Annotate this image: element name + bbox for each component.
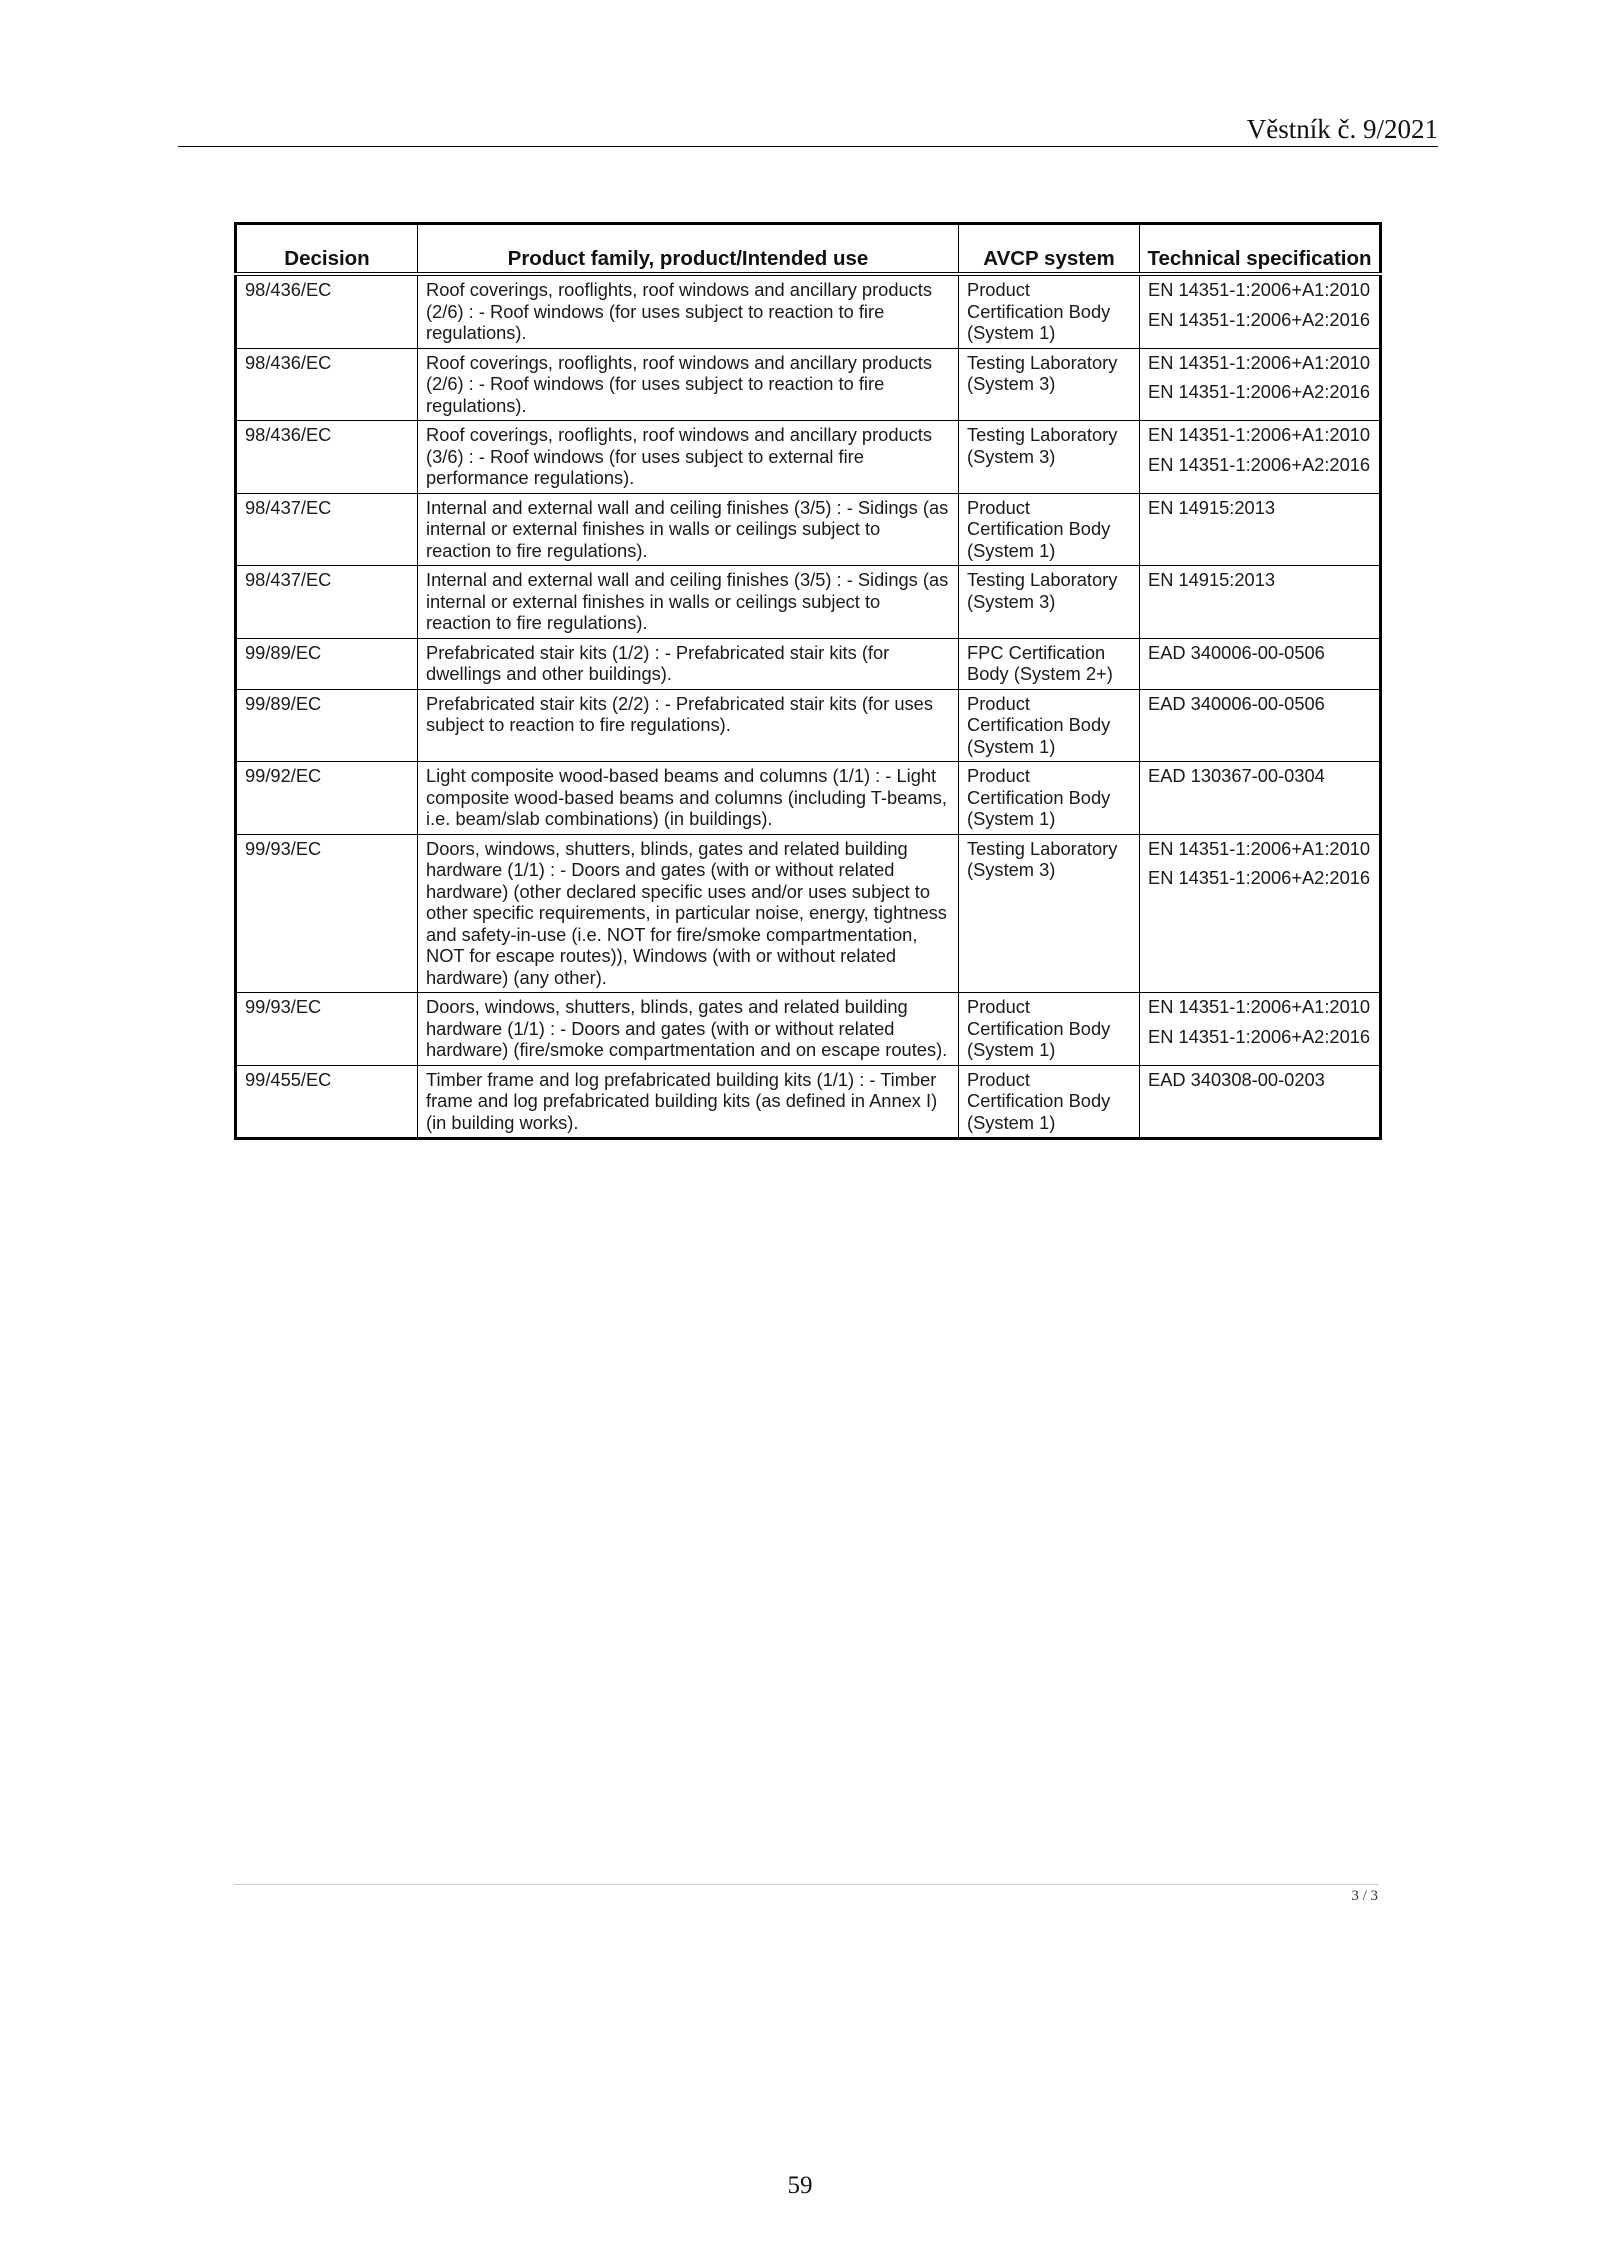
spec-cell (1140, 566, 1381, 639)
spec-entry: EAD 130367-00-0304 (1148, 765, 1325, 786)
journal-title: Věstník č. 9/2021 (1246, 114, 1438, 144)
spec-entry: EN 14351-1:2006+A2:2016 (1148, 1025, 1371, 1047)
table-row (236, 348, 1381, 421)
spec-cell (1140, 993, 1381, 1066)
decision-cell: 98/436/EC (236, 348, 418, 421)
spec-entry: EN 14351-1:2006+A2:2016 (1148, 381, 1371, 402)
spec-entry: EN 14915:2013 (1148, 569, 1276, 590)
decision-cell: 99/455/EC (236, 1065, 418, 1139)
spec-entry: EN 14351-1:2006+A1:2010 (1148, 424, 1371, 445)
avcp-cell: Testing Laboratory (System 3) (959, 834, 1140, 993)
table-row (236, 421, 1381, 494)
avcp-cell: Product Certification Body (System 1) (959, 1065, 1140, 1139)
table-row (236, 762, 1381, 835)
page-header (178, 108, 1438, 147)
decision-cell: 98/437/EC (236, 566, 418, 639)
spec-cell (1140, 762, 1381, 835)
decisions-table (234, 222, 1382, 1140)
table-row (236, 834, 1381, 993)
table-row (236, 689, 1381, 762)
column-header-decision: Decision (236, 224, 418, 275)
spec-cell (1140, 1065, 1381, 1139)
product-cell: Light composite wood-based beams and columns (1/1) : - Light composite wood-based beams and columns (including T-beams, i.e. beam/slab combinations) (in buildings). (418, 762, 959, 835)
decision-cell: 98/436/EC (236, 421, 418, 494)
table-header-row (236, 224, 1381, 275)
column-header-avcp: AVCP system (959, 224, 1140, 275)
spec-entry: EN 14351-1:2006+A2:2016 (1148, 867, 1371, 888)
product-cell: Timber frame and log prefabricated building kits (1/1) : - Timber frame and log prefabricated building kits (as defined in Annex I) (in building works). (418, 1065, 959, 1139)
spec-entry: EAD 340006-00-0506 (1148, 692, 1325, 714)
spec-cell (1140, 348, 1381, 421)
column-header-spec: Technical specification (1140, 224, 1381, 275)
table-row (236, 638, 1381, 689)
avcp-cell: Product Certification Body (System 1) (959, 689, 1140, 762)
footer-pager: 3 / 3 (1351, 1888, 1378, 1904)
spec-cell (1140, 689, 1381, 762)
spec-cell (1140, 274, 1381, 348)
decision-cell: 98/437/EC (236, 493, 418, 566)
spec-cell (1140, 421, 1381, 494)
product-cell: Prefabricated stair kits (1/2) : - Prefabricated stair kits (for dwellings and other buildings). (418, 638, 959, 689)
column-header-product: Product family, product/Intended use (418, 224, 959, 275)
avcp-cell: Testing Laboratory (System 3) (959, 421, 1140, 494)
spec-entry: EN 14351-1:2006+A1:2010 (1148, 996, 1371, 1017)
avcp-cell: Testing Laboratory (System 3) (959, 566, 1140, 639)
avcp-cell: Testing Laboratory (System 3) (959, 348, 1140, 421)
table-row (236, 493, 1381, 566)
avcp-cell: FPC Certification Body (System 2+) (959, 638, 1140, 689)
table-row (236, 566, 1381, 639)
product-cell: Roof coverings, rooflights, roof windows and ancillary products (2/6) : - Roof windows (for uses subject to reaction to fire regulations). (418, 274, 959, 348)
product-cell: Doors, windows, shutters, blinds, gates and related building hardware (1/1) : - Doors and gates (with or without related hardware) (other declared specific uses and/or uses subject to other specific requirements, in particular noise, energy, tightness and safety-in-use (i.e. NOT for fire/smoke compartmentation, NOT for escape routes)), Windows (with or without related hardware) (any other). (418, 834, 959, 993)
spec-entry: EN 14351-1:2006+A2:2016 (1148, 453, 1371, 475)
footer-divider (234, 1884, 1379, 1885)
decision-cell: 98/436/EC (236, 274, 418, 348)
spec-entry: EN 14351-1:2006+A1:2010 (1148, 837, 1371, 859)
product-cell: Roof coverings, rooflights, roof windows and ancillary products (3/6) : - Roof windows (for uses subject to external fire performance regulations). (418, 421, 959, 494)
spec-entry: EAD 340006-00-0506 (1148, 641, 1325, 663)
table-body (236, 274, 1381, 1139)
product-cell: Internal and external wall and ceiling finishes (3/5) : - Sidings (as internal or external finishes in walls or ceilings subject to reaction to fire regulations). (418, 493, 959, 566)
spec-entry: EN 14351-1:2006+A2:2016 (1148, 308, 1371, 330)
spec-entry: EN 14351-1:2006+A1:2010 (1148, 351, 1371, 373)
product-cell: Prefabricated stair kits (2/2) : - Prefabricated stair kits (for uses subject to reaction to fire regulations). (418, 689, 959, 762)
decision-cell: 99/89/EC (236, 638, 418, 689)
decision-cell: 99/89/EC (236, 689, 418, 762)
table-row (236, 274, 1381, 348)
spec-cell (1140, 834, 1381, 993)
spec-entry: EN 14351-1:2006+A1:2010 (1148, 279, 1371, 300)
page-number: 59 (787, 2172, 813, 2199)
spec-entry: EN 14915:2013 (1148, 496, 1276, 518)
avcp-cell: Product Certification Body (System 1) (959, 762, 1140, 835)
decision-cell: 99/93/EC (236, 834, 418, 993)
spec-cell (1140, 493, 1381, 566)
spec-cell (1140, 638, 1381, 689)
decision-cell: 99/92/EC (236, 762, 418, 835)
avcp-cell: Product Certification Body (System 1) (959, 274, 1140, 348)
product-cell: Doors, windows, shutters, blinds, gates and related building hardware (1/1) : - Doors and gates (with or without related hardware) (fire/smoke compartmentation and on escape routes). (418, 993, 959, 1066)
avcp-cell: Product Certification Body (System 1) (959, 993, 1140, 1066)
table-row (236, 993, 1381, 1066)
table-row (236, 1065, 1381, 1139)
product-cell: Internal and external wall and ceiling finishes (3/5) : - Sidings (as internal or external finishes in walls or ceilings subject to reaction to fire regulations). (418, 566, 959, 639)
decision-cell: 99/93/EC (236, 993, 418, 1066)
product-cell: Roof coverings, rooflights, roof windows and ancillary products (2/6) : - Roof windows (for uses subject to reaction to fire regulations). (418, 348, 959, 421)
avcp-cell: Product Certification Body (System 1) (959, 493, 1140, 566)
spec-entry: EAD 340308-00-0203 (1148, 1068, 1325, 1090)
